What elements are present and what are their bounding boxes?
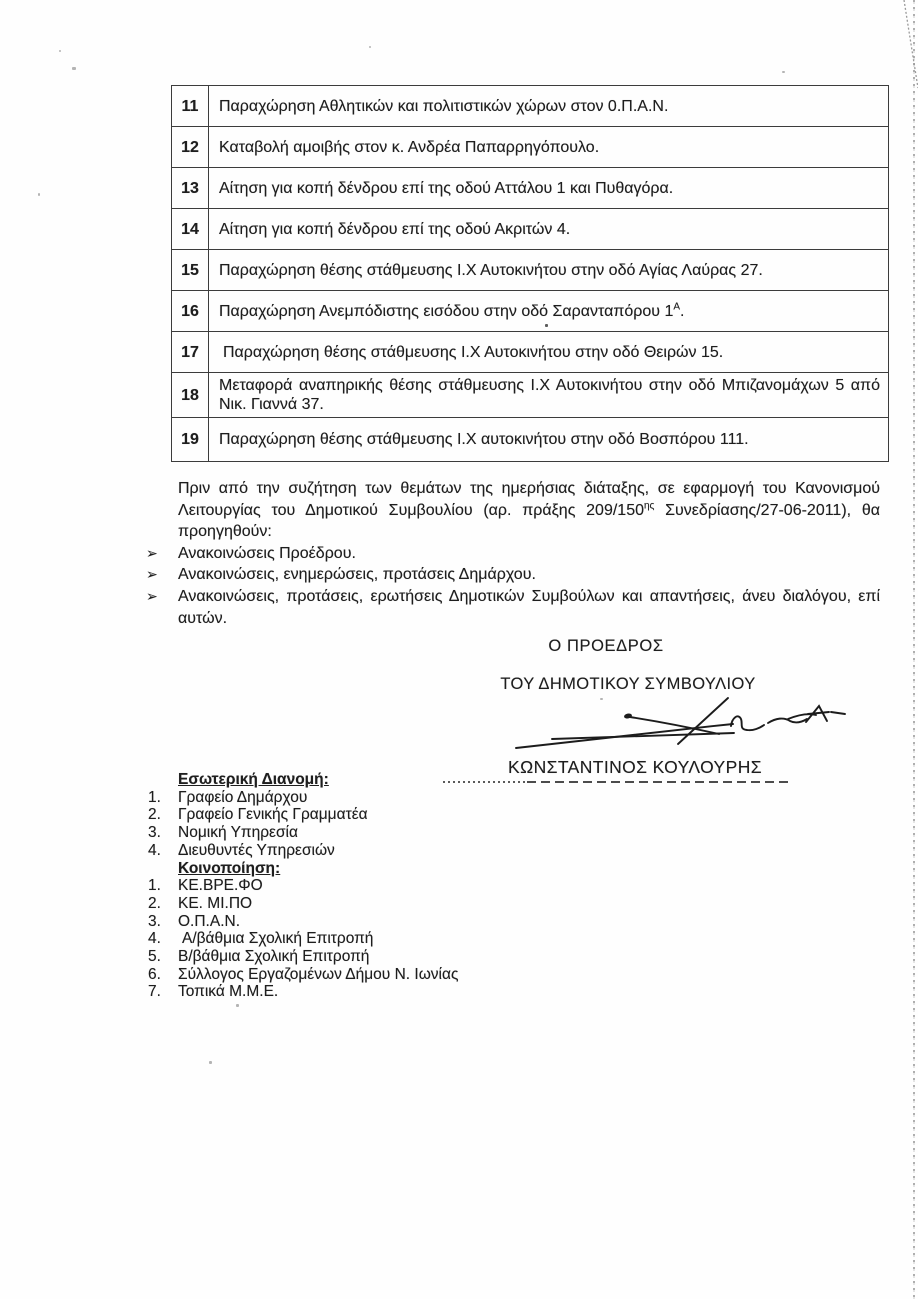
agenda-items-table — [171, 85, 889, 462]
agenda-item-number: 14 — [172, 209, 209, 250]
list-item — [148, 895, 578, 913]
preamble-text-part: Πριν από την συζήτηση των θεμάτων της ημερήσιας διάταξης, σε εφαρμογή του Κανονισμού Λειτουργίας του Δημοτικού Συμβουλίου (αρ. πράξης 209/150 — [178, 480, 880, 519]
list-item-label: Α/βάθμια Σχολική Επιτροπή — [182, 930, 374, 948]
superscript: Α — [673, 301, 681, 313]
table-row — [172, 209, 889, 250]
agenda-item-text-part: . — [680, 302, 685, 320]
agenda-item-text — [209, 291, 889, 332]
agenda-item-text: Παραχώρηση θέσης στάθμευσης Ι.Χ Αυτοκινήτου στην οδό Θειρών 15. — [209, 332, 889, 373]
scan-speck — [369, 46, 371, 48]
list-item — [146, 564, 886, 586]
list-item — [148, 842, 578, 860]
table-row — [172, 418, 889, 462]
agenda-item-text-part: Παραχώρηση Ανεμπόδιστης εισόδου στην οδό Σαρανταπόρου 1 — [219, 302, 674, 320]
handwritten-signature — [440, 690, 860, 762]
list-item — [148, 983, 578, 1001]
list-item-label: Νομική Υπηρεσία — [178, 824, 298, 842]
bullet-text: Ανακοινώσεις, προτάσεις, ερωτήσεις Δημοτικών Συμβούλων και απαντήσεις, άνευ διαλόγου, επί αυτών. — [178, 587, 880, 627]
table-row — [172, 86, 889, 127]
agenda-item-text: Αίτηση για κοπή δένδρου επί της οδού Ακριτών 4. — [209, 209, 889, 250]
table-row — [172, 250, 889, 291]
list-item-label: ΚΕ. ΜΙ.ΠΟ — [178, 894, 253, 912]
list-item — [146, 543, 886, 565]
preamble-text-part: Συνεδρίασης/27-06-2011), θα προηγηθούν: — [178, 501, 881, 541]
agenda-item-number: 11 — [172, 86, 209, 127]
arrow-bullet-icon: ➢ — [146, 544, 158, 561]
arrow-bullet-icon: ➢ — [146, 566, 158, 583]
list-item — [148, 877, 578, 895]
list-item-label: Σύλλογος Εργαζομένων Δήμου Ν. Ιωνίας — [178, 965, 459, 983]
notification-header: Κοινοποίηση: — [178, 859, 281, 877]
list-item-number: 2. — [148, 806, 161, 824]
agenda-item-text: Παραχώρηση Αθλητικών και πολιτιστικών χώρων στον 0.Π.Α.Ν. — [209, 86, 889, 127]
agenda-item-text: Καταβολή αμοιβής στον κ. Ανδρέα Παπαρρηγόπουλο. — [209, 127, 889, 168]
signer-name: ΚΩΝΣΤΑΝΤΙΝΟΣ ΚΟΥΛΟΥΡΗΣ — [508, 757, 762, 777]
agenda-item-text: Αίτηση για κοπή δένδρου επί της οδού Αττάλου 1 και Πυθαγόρα. — [209, 168, 889, 209]
agenda-item-number: 12 — [172, 127, 209, 168]
bullet-text: Ανακοινώσεις Προέδρου. — [178, 544, 356, 562]
list-item-label: Διευθυντές Υπηρεσιών — [178, 841, 335, 859]
list-item — [148, 806, 578, 824]
list-item-label: Τοπικά Μ.Μ.Ε. — [178, 983, 279, 1001]
list-item — [148, 789, 578, 807]
table-row — [172, 332, 889, 373]
list-item-number: 6. — [148, 965, 161, 983]
list-item-number: 3. — [148, 824, 161, 842]
agenda-item-text: Παραχώρηση θέσης στάθμευσης Ι.Χ Αυτοκινήτου στην οδό Αγίας Λαύρας 27. — [209, 250, 889, 291]
scan-speck — [600, 698, 603, 700]
list-item — [148, 966, 578, 984]
scan-speck — [782, 71, 785, 73]
list-item-number: 1. — [148, 877, 161, 895]
list-item — [148, 930, 578, 948]
distribution-lists — [148, 771, 578, 1001]
list-item-number: 4. — [148, 841, 161, 859]
list-item — [148, 824, 578, 842]
list-item-label: ΚΕ.ΒΡΕ.ΦΟ — [178, 877, 263, 895]
arrow-bullet-icon: ➢ — [146, 587, 158, 604]
agenda-item-text: Παραχώρηση θέσης στάθμευσης Ι.Χ αυτοκινήτου στην οδό Βοσπόρου 111. — [209, 418, 889, 462]
list-item — [146, 586, 886, 629]
list-item-number: 5. — [148, 948, 161, 966]
table-row — [172, 291, 889, 332]
signature-title: Ο ΠΡΟΕΔΡΟΣ — [548, 637, 664, 655]
list-item-number: 3. — [148, 912, 161, 930]
preamble-paragraph — [178, 478, 880, 543]
list-item-label: Γραφείο Δημάρχου — [178, 788, 308, 806]
agenda-item-text: Μεταφορά αναπηρικής θέσης στάθμευσης Ι.Χ Αυτοκινήτου στην οδό Μπιζανομάχων 5 από Νικ. Γιαννά 37. — [209, 373, 889, 418]
list-item — [148, 913, 578, 931]
superscript: ης — [644, 500, 655, 512]
scan-speck — [236, 1004, 239, 1007]
scan-speck — [72, 67, 76, 70]
preamble-section — [146, 478, 886, 629]
table-row — [172, 373, 889, 418]
table-row — [172, 168, 889, 209]
agenda-item-number: 17 — [172, 332, 209, 373]
list-item-number: 1. — [148, 788, 161, 806]
scan-speck — [38, 193, 40, 196]
scan-speck — [209, 1061, 212, 1064]
list-item-label: Ο.Π.Α.Ν. — [178, 912, 241, 930]
list-item-number: 2. — [148, 894, 161, 912]
agenda-item-number: 18 — [172, 373, 209, 418]
list-item — [148, 948, 578, 966]
signature-subtitle: ΤΟΥ ΔΗΜΟΤΙΚΟΥ ΣΥΜΒΟΥΛΙΟΥ — [500, 675, 756, 693]
agenda-item-number: 16 — [172, 291, 209, 332]
bullet-text: Ανακοινώσεις, ενημερώσεις, προτάσεις Δημάρχου. — [178, 566, 536, 584]
internal-distribution-header: Εσωτερική Διανομή: — [178, 771, 329, 788]
scan-artifact-right-edge — [913, 0, 915, 1299]
list-item-number: 4. — [148, 930, 161, 948]
list-item-label: Γραφείο Γενικής Γραμματέα — [178, 806, 368, 824]
agenda-item-number: 19 — [172, 418, 209, 462]
agenda-item-number: 13 — [172, 168, 209, 209]
list-item-label: Β/βάθμια Σχολική Επιτροπή — [178, 948, 370, 966]
list-item-number: 7. — [148, 983, 161, 1001]
table-row — [172, 127, 889, 168]
agenda-item-number: 15 — [172, 250, 209, 291]
scan-speck — [59, 50, 61, 52]
